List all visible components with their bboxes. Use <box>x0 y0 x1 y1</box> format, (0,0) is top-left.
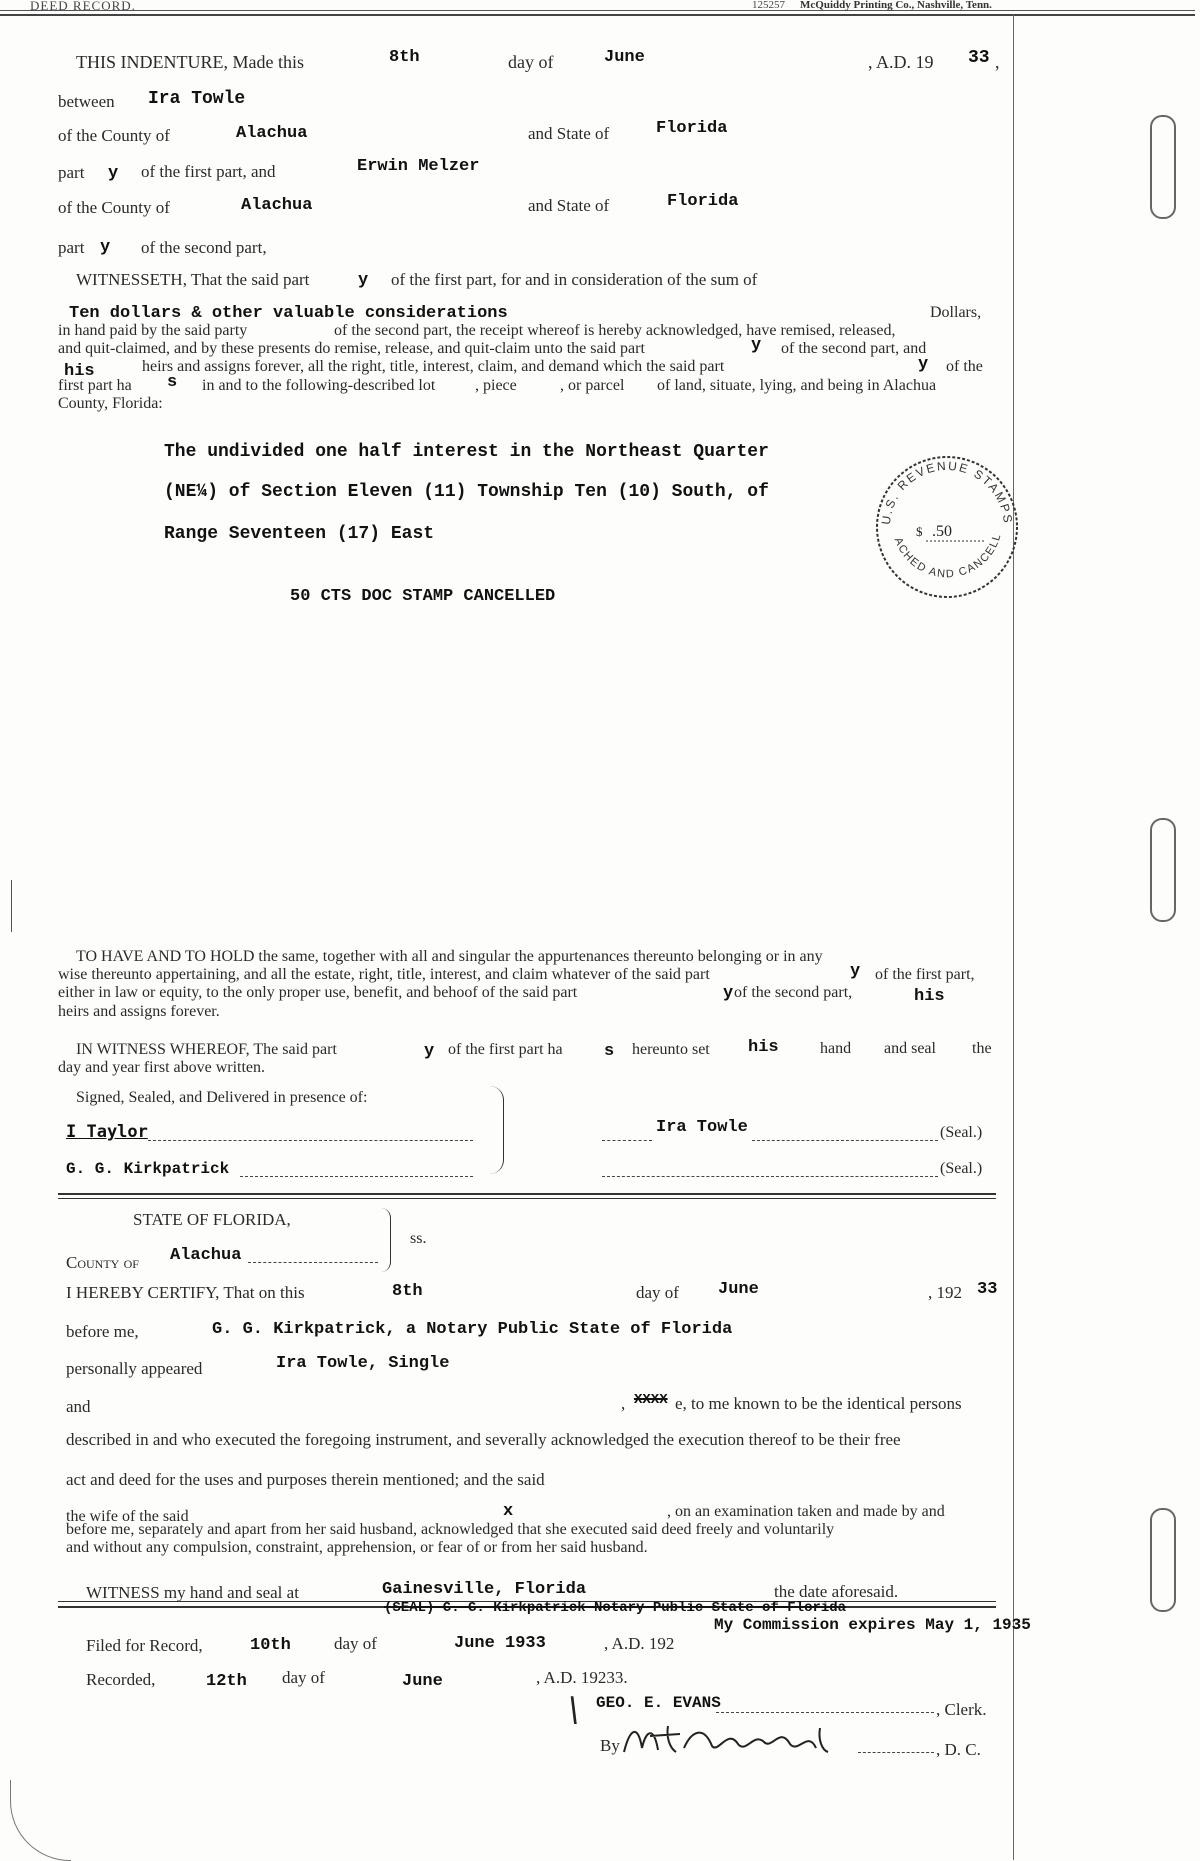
ack-month: June <box>718 1280 759 1299</box>
habendum-line4: heirs and assigns forever. <box>58 1003 220 1020</box>
recorded-day-of: day of <box>282 1668 325 1687</box>
recorded-ad: , A.D. 19233. <box>536 1668 628 1687</box>
recorded-month: June <box>402 1672 443 1691</box>
ack-wife-exam: , on an examination taken and made by and <box>667 1503 945 1520</box>
indenture-year-comma: , <box>995 52 1000 72</box>
habendum-line2-b: of the first part, <box>875 966 975 983</box>
witnesseth-line5-a: heirs and assigns forever, all the right, title, interest, claim, and demand which the said part <box>142 358 725 375</box>
ack-wife-of-label: the wife of the said <box>66 1508 189 1525</box>
ack-appeared: Ira Towle, Single <box>276 1354 450 1373</box>
witness-line1-suffix: y <box>424 1042 435 1061</box>
second-part-label: part <box>58 238 85 257</box>
signer1-line-left <box>602 1140 652 1141</box>
witnesseth-line6-suffix: s <box>167 373 178 392</box>
ack-brace <box>380 1208 391 1272</box>
section-rule-2 <box>58 1198 996 1199</box>
description-line3: Range Seventeen (17) East <box>164 524 435 544</box>
habendum-line3-pronoun: his <box>914 987 945 1006</box>
witness-brace <box>489 1086 504 1174</box>
ack-day: 8th <box>392 1282 423 1301</box>
witnesseth-line4-suffix: y <box>751 336 762 355</box>
ack-date-aforesaid: the date aforesaid. <box>774 1582 899 1601</box>
filed-day-of: day of <box>334 1634 377 1653</box>
ack-struck-seal: (SEAL) G. G. Kirkpatrick Notary Public State of Florida <box>384 1600 847 1616</box>
habendum-line3-suffix: y <box>723 984 734 1003</box>
witnesseth-line6-e: of land, situate, lying, and being in Alachua <box>657 377 937 394</box>
grantee-county-label: of the County of <box>58 198 170 217</box>
indenture-month: June <box>604 48 645 67</box>
ack-comma: , <box>621 1394 626 1413</box>
binder-hole-middle <box>1150 818 1176 922</box>
filed-ad: , A.D. 192 <box>604 1634 675 1653</box>
stamp-amount: .50 <box>932 523 952 540</box>
witnesseth-line3-a: in hand paid by the said party <box>58 322 248 339</box>
signer2-line <box>602 1176 938 1177</box>
witness-line1-a: IN WITNESS WHEREOF, The said part <box>76 1041 337 1058</box>
first-part-suffix: y <box>108 164 119 183</box>
seal-label-2: (Seal.) <box>940 1160 983 1177</box>
second-part-suffix: y <box>100 238 111 257</box>
witnesseth-line1-a: WITNESSETH, That the said part <box>76 270 310 289</box>
ack-wife-struck: XXXX <box>634 1392 668 1408</box>
habendum-line1: TO HAVE AND TO HOLD the same, together with all and singular the appurtenances thereunto belonging or in any <box>76 948 823 965</box>
indenture-intro: THIS INDENTURE, Made this <box>76 52 304 72</box>
filed-month: June 1933 <box>454 1634 546 1653</box>
witness2-name: G. G. Kirkpatrick <box>66 1160 230 1178</box>
grantee-state: Florida <box>667 192 739 211</box>
clerk-label: , Clerk. <box>936 1700 987 1719</box>
grantor-state: Florida <box>656 119 728 138</box>
deputy-line <box>858 1752 934 1753</box>
habendum-line2-a: wise thereunto appertaining, and all the estate, right, title, interest, and claim whatever of the said part <box>58 966 710 983</box>
deed-record-title: DEED RECORD. <box>30 0 136 13</box>
svg-text:U.S. REVENUE STAMPS <box>879 459 1015 526</box>
ack-state: STATE OF FLORIDA, <box>133 1210 291 1229</box>
witness-line1-e: and seal <box>884 1040 936 1057</box>
ack-commission: My Commission expires May 1, 1935 <box>714 1616 1031 1634</box>
habendum-line2-suffix: y <box>850 962 861 981</box>
witness1-name: I Taylor <box>66 1122 148 1142</box>
ack-and-label: and <box>66 1397 91 1416</box>
signed-in-presence: Signed, Sealed, and Delivered in presence of: <box>76 1089 368 1106</box>
witness-line1-suffix2: s <box>604 1042 615 1061</box>
deputy-signature-icon <box>620 1718 850 1760</box>
ack-county-line <box>248 1262 378 1263</box>
ack-act: act and deed for the uses and purposes therein mentioned; and the said <box>66 1470 545 1489</box>
witnesseth-line7: County, Florida: <box>58 395 163 412</box>
ack-compulsion-line: and without any compulsion, constraint, apprehension, or fear of or from her said husband. <box>66 1539 648 1556</box>
witnesseth-line4-b: of the second part, and <box>781 340 927 357</box>
description-line2: (NE¼) of Section Eleven (11) Township Ten (10) South, of <box>164 482 769 502</box>
ack-county-label: County of <box>66 1253 139 1272</box>
first-part-and: of the first part, and <box>141 162 276 181</box>
clerk-line <box>716 1712 934 1713</box>
binder-hole-top <box>1150 115 1176 219</box>
grantee-name: Erwin Melzer <box>357 157 480 176</box>
ack-day-of: day of <box>636 1283 679 1302</box>
binder-hole-bottom <box>1150 1508 1176 1612</box>
left-bottom-curve <box>10 1780 71 1861</box>
witnesseth-line1-b: of the first part, for and in consideration of the sum of <box>391 270 758 289</box>
clerk-signature-mark: \ <box>568 1690 580 1730</box>
clerk-name: GEO. E. EVANS <box>596 1694 721 1712</box>
filed-label: Filed for Record, <box>86 1636 203 1655</box>
signer1-line-right <box>752 1140 938 1141</box>
witness-line1-pronoun: his <box>748 1038 779 1057</box>
witness-line2: day and year first above written. <box>58 1059 266 1076</box>
witnesseth-line5-suffix: y <box>918 355 929 374</box>
habendum-line3-b: of the second part, <box>734 984 853 1001</box>
witnesseth-line6-a: first part ha <box>58 377 132 394</box>
left-margin-mark <box>11 880 12 932</box>
grantee-state-label: and State of <box>528 196 610 215</box>
by-label: By <box>600 1736 620 1755</box>
grantor-county-label: of the County of <box>58 126 170 145</box>
revenue-stamp <box>872 452 1022 602</box>
filed-day: 10th <box>250 1636 291 1655</box>
stamp-bottom-text: ACHED AND CANCELL <box>891 531 1004 581</box>
witnesseth-line5-b: of the <box>946 358 983 375</box>
witness-line1-f: the <box>972 1040 992 1057</box>
ack-wife-rest: e, to me known to be the identical persons <box>675 1394 962 1413</box>
witnesseth-line6-d: , or parcel <box>560 377 625 394</box>
second-part-text: of the second part, <box>141 238 267 257</box>
section-rule-1 <box>58 1193 996 1195</box>
ack-notary: G. G. Kirkpatrick, a Notary Public State of Florida <box>212 1320 733 1339</box>
signer-name: Ira Towle <box>656 1118 748 1137</box>
stamp-amount-label: $ <box>916 524 923 539</box>
first-part-label: part <box>58 163 85 182</box>
ack-before-me-line: before me, separately and apart from her said husband, acknowledged that she executed said deed freely and voluntarily <box>66 1521 835 1538</box>
doc-stamp-note: 50 CTS DOC STAMP CANCELLED <box>290 587 556 606</box>
between-label: between <box>58 92 115 111</box>
description-line1: The undivided one half interest in the Northeast Quarter <box>164 442 769 462</box>
witnesseth-line4-a: and quit-claimed, and by these presents do remise, release, and quit-claim unto the said part <box>58 340 645 357</box>
header-rule-top <box>0 10 1195 11</box>
ack-before-label: before me, <box>66 1322 139 1341</box>
ack-year-prefix: , 192 <box>928 1283 962 1302</box>
seal-label-1: (Seal.) <box>940 1124 983 1141</box>
witness-line1-c: hereunto set <box>632 1041 710 1058</box>
indenture-day-of: day of <box>508 52 554 72</box>
ack-county: Alachua <box>170 1246 242 1265</box>
deputy-signature <box>620 1718 850 1760</box>
dc-label: , D. C. <box>936 1740 981 1759</box>
indenture-year: 33 <box>968 48 990 68</box>
dollars-label: Dollars, <box>930 304 982 321</box>
revenue-stamp-seal-icon <box>872 452 1022 602</box>
witness-line1-d: hand <box>820 1040 852 1057</box>
stamp-top-text: U.S. REVENUE STAMPS <box>878 458 1016 526</box>
indenture-ad-prefix: , A.D. 19 <box>868 52 934 72</box>
indenture-day: 8th <box>389 48 420 67</box>
grantor-county: Alachua <box>236 124 308 143</box>
ack-appeared-label: personally appeared <box>66 1359 203 1378</box>
right-margin-rule <box>1013 14 1014 1860</box>
witnesseth-line1-suffix: y <box>358 271 369 290</box>
grantee-county: Alachua <box>241 196 313 215</box>
consideration-amount: Ten dollars & other valuable considerations <box>69 304 508 323</box>
ack-described: described in and who executed the foregoing instrument, and severally acknowledged the execution thereof to be their free <box>66 1430 901 1449</box>
witnesseth-line5-pronoun: his <box>64 362 95 381</box>
form-number: 125257 <box>752 0 785 11</box>
witness2-line <box>240 1176 473 1177</box>
ack-wife-x: x <box>503 1502 514 1521</box>
grantor-state-label: and State of <box>528 124 610 143</box>
witness1-line <box>148 1140 473 1141</box>
recorded-label: Recorded, <box>86 1670 156 1689</box>
witnesseth-line3-b: of the second part, the receipt whereof is hereby acknowledged, have remised, released, <box>334 322 896 339</box>
ack-certify: I HEREBY CERTIFY, That on this <box>66 1283 305 1302</box>
witnesseth-line6-b: in and to the following-described lot <box>202 377 436 394</box>
ack-year: 33 <box>977 1280 998 1299</box>
printer-imprint: McQuiddy Printing Co., Nashville, Tenn. <box>800 0 992 11</box>
ack-witness-seal: WITNESS my hand and seal at <box>86 1583 299 1602</box>
habendum-line3-a: either in law or equity, to the only proper use, benefit, and behoof of the said part <box>58 984 578 1001</box>
grantor-name: Ira Towle <box>148 89 246 109</box>
ack-place: Gainesville, Florida <box>382 1580 587 1599</box>
ack-ss: ss. <box>410 1230 427 1247</box>
recorded-day: 12th <box>206 1672 247 1691</box>
witnesseth-line6-c: , piece <box>475 377 517 394</box>
header-rule-bottom <box>0 14 1195 16</box>
witness-line1-b: of the first part ha <box>448 1041 563 1058</box>
